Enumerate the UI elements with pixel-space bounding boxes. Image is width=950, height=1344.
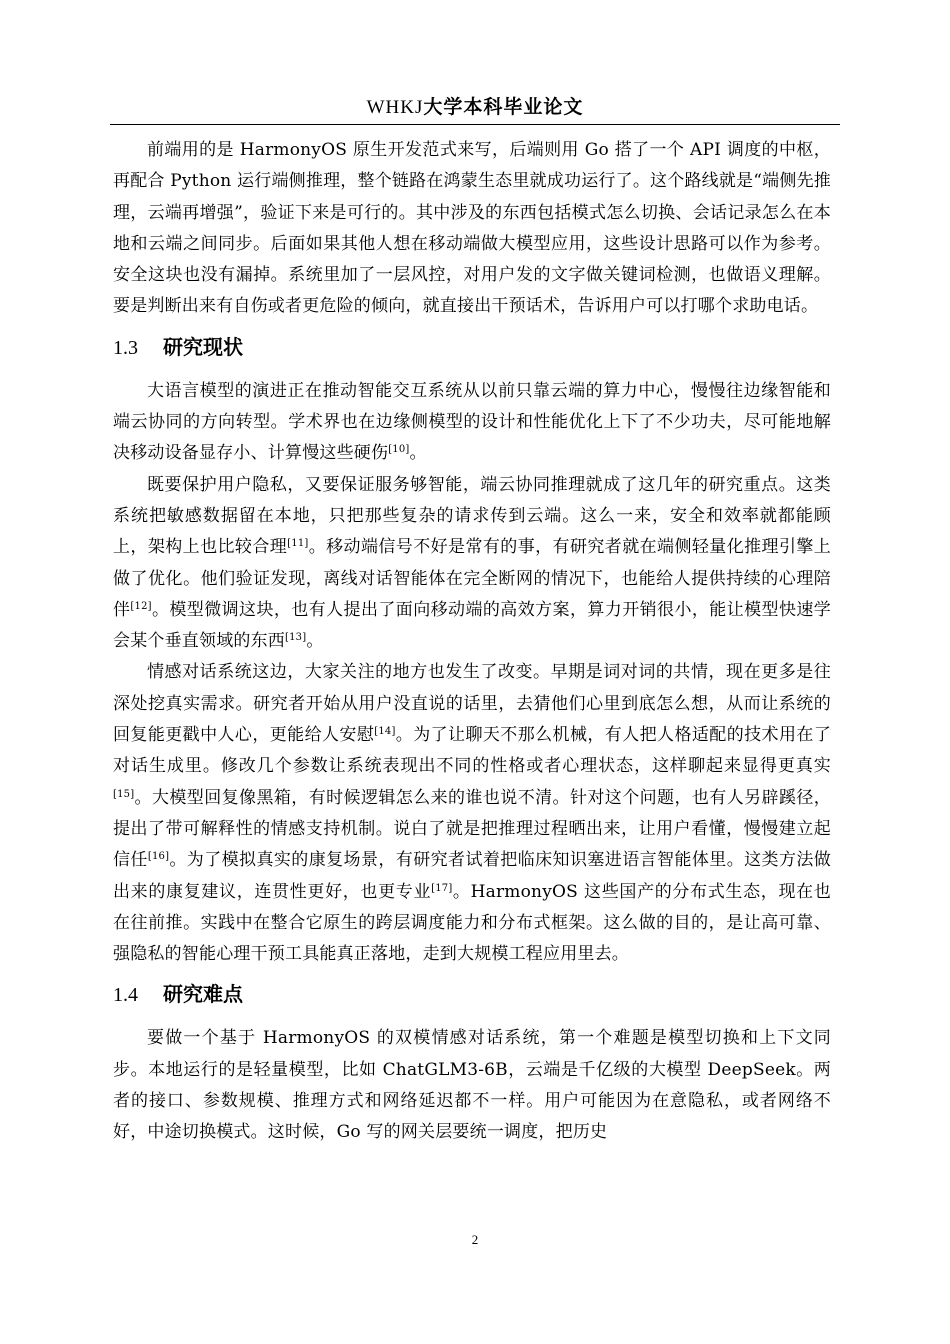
header-code: WHKJ [366, 97, 424, 118]
section-heading-1-3 [113, 332, 831, 363]
paragraph-text: 。为了模拟真实的康复场景，有研究者试着把临床知识塞进语言智能体里。这类方法做出来的康复建议，连贯性更好，也更专业 [113, 850, 831, 902]
citation-ref[interactable]: [13] [285, 632, 307, 644]
page-number: 2 [471, 1232, 479, 1247]
section-number: 1.3 [113, 336, 138, 359]
page-body [113, 135, 831, 1149]
paragraph-text: 。大模型回复像黑箱，有时候逻辑怎么来的谁也说不清。针对这个问题，也有人另辟蹊径，提出了带可解释性的情感支持机制。说白了就是把推理过程晒出来，让用户看懂，慢慢建立起信任 [113, 787, 831, 871]
paragraph-text: 。移动端信号不好是常有的事，有研究者就在端侧轻量化推理引擎上做了优化。他们验证发现，离线对话智能体在完全断网的情况下，也能给人提供持续的心理陪伴 [113, 537, 832, 620]
citation-ref[interactable]: [16] [147, 851, 170, 863]
paragraph-1-3-2 [113, 470, 831, 658]
citation-ref[interactable]: [10] [388, 444, 410, 456]
citation-ref[interactable]: [15] [113, 788, 135, 800]
paragraph-text: 。 [306, 631, 324, 652]
section-title: 研究难点 [163, 982, 243, 1007]
citation-ref[interactable]: [14] [374, 726, 396, 738]
paragraph-text: 。 [409, 443, 427, 464]
citation-ref[interactable]: [17] [431, 882, 453, 894]
paragraph-text: 既要保护用户隐私，又要保证服务够智能，端云协同推理就成了这几年的研究重点。这类系统把敏感数据留在本地，只把那些复杂的请求传到云端。这么一来，安全和效率就都能顾上，架构上也比较合理 [113, 474, 831, 558]
paragraph-text: 。为了让聊天不那么机械，有人把人格适配的技术用在了对话生成里。修改几个参数让系统表现出不同的性格或者心理状态，这样聊起来显得更真实 [113, 725, 832, 777]
paragraph-1-3-3 [113, 657, 831, 970]
running-header [110, 92, 840, 119]
citation-ref[interactable]: [11] [287, 538, 309, 550]
section-title: 研究现状 [163, 334, 243, 359]
header-rule [110, 124, 840, 125]
paragraph-text: 。模型微调这块，也有人提出了面向移动端的高效方案，算力开销很小，能让模型快速学会某个垂直领域的东西 [113, 599, 831, 652]
section-heading-1-4 [113, 979, 831, 1010]
paragraph-text: 大语言模型的演进正在推动智能交互系统从以前只靠云端的算力中心，慢慢往边缘智能和端云协同的方向转型。学术界也在边缘侧模型的设计和性能优化上下了不少功夫，尽可能地解决移动设备显存小、计算慢这些硬伤 [113, 380, 831, 464]
intro-paragraph: 前端用的是 HarmonyOS 原生开发范式来写，后端则用 Go 搭了一个 API 调度的中枢，再配合 Python 运行端侧推理，整个链路在鸿蒙生态里就成功运行了。这个路线就是“端侧先推理，云端再增强”，验证下来是可行的。其中涉及的东西包括模式怎么切换、会话记录怎么在本地和云端之间同步。后面如果其他人想在移动端做大模型应用，这些设计思路可以作为参考。安全这块也没有漏掉。系统里加了一层风控，对用户发的文字做关键词检测，也做语义理解。要是判断出来有自伤或者更危险的倾向，就直接出干预话术，告诉用户可以打哪个求助电话。 [113, 140, 831, 317]
section-number: 1.4 [113, 984, 138, 1007]
paragraph-1-4-1: 要做一个基于 HarmonyOS 的双模情感对话系统，第一个难题是模型切换和上下文同步。本地运行的是轻量模型，比如 ChatGLM3-6B，云端是千亿级的大模型 DeepSeek。两者的接口、参数规模、推理方式和网络延迟都不一样。用户可能因为在意隐私，或者网络不好，中途切换模式。这时候，Go 写的网关层要统一调度，把历史 [113, 1028, 831, 1143]
paragraph-text: 。HarmonyOS 这些国产的分布式生态，现在也在往前推。实践中在整合它原生的跨层调度能力和分布式框架。这么做的目的，是让高可靠、强隐私的智能心理干预工具能真正落地，走到大规模工程应用里去。 [113, 881, 831, 965]
citation-ref[interactable]: [12] [130, 600, 152, 612]
paragraph-text: 情感对话系统这边，大家关注的地方也发生了改变。早期是词对词的共情，现在更多是往深处挖真实需求。研究者开始从用户没直说的话里，去猜他们心里到底怎么想，从而让系统的回复能更戳中人心，更能给人安慰 [113, 662, 831, 746]
header-title: 大学本科毕业论文 [423, 96, 584, 118]
paragraph-1-3-1 [113, 376, 831, 470]
